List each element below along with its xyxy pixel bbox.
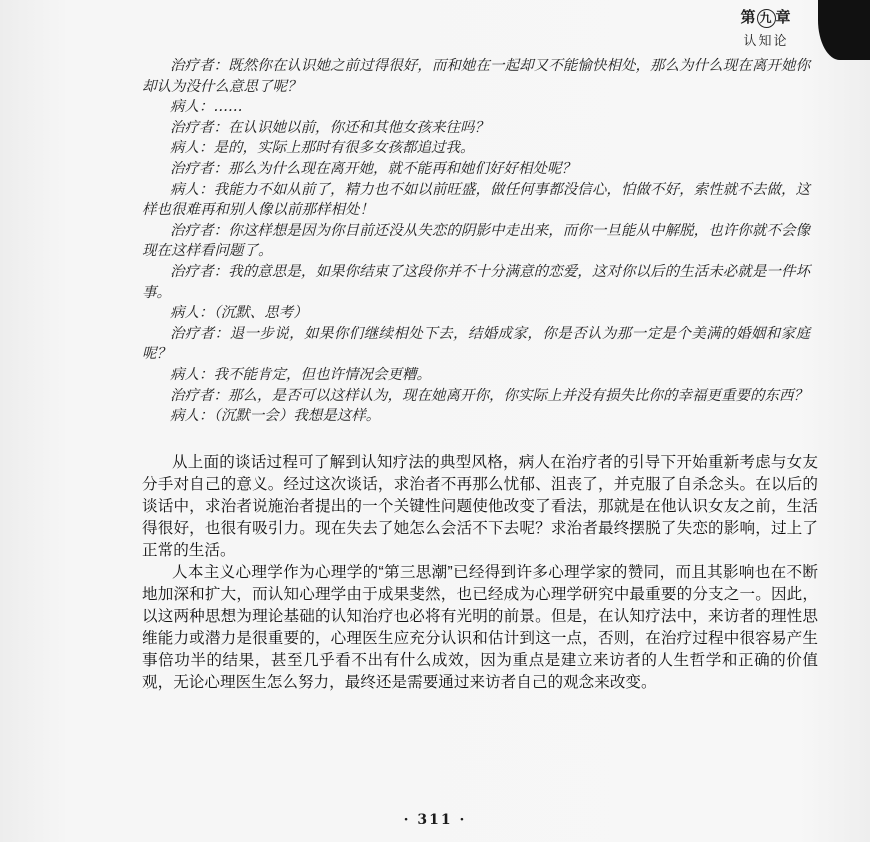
dialogue-line: 治疗者：我的意思是，如果你结束了这段你并不十分满意的恋爱，这对你以后的生活未必就是一件坏事。: [142, 263, 810, 301]
chapter-label: [726, 6, 806, 28]
dialogue-line: 病人：我不能肯定，但也许情况会更糟。: [170, 366, 431, 383]
dialogue-line: 病人：（沉默一会）我想是这样。: [170, 408, 381, 425]
dialogue-line: 治疗者：既然你在认识她之前过得很好，而和她在一起却又不能愉快相处，那么为什么现在离开她你却认为没什么意思了呢？: [142, 58, 810, 95]
paragraph: 人本主义心理学作为心理学的“第三思潮”已经得到许多心理学家的赞同，而且其影响也在不断地加深和扩大，而认知心理学由于成果斐然，也已经成为心理学研究中最重要的分支之一。因此，以这两种思想为理论基础的认知治疗也必将有光明的前景。但是，在认知疗法中，来访者的理性思维能力或潜力是很重要的，心理医生应充分认识和估计到这一点，否则，在治疗过程中很容易产生事倍功半的结果，甚至几乎看不出有什么成效，因为重点是建立来访者的人生哲学和正确的价值观，无论心理医生怎么努力，最终还是需要通过来访者自己的观念来改变。: [142, 564, 818, 691]
paragraph: 从上面的谈话过程可了解到认知疗法的典型风格，病人在治疗者的引导下开始重新考虑与女友分手对自己的意义。经过这次谈话，求治者不再那么忧郁、沮丧了，并克服了自杀念头。在以后的谈话中，求治者说施治者提出的一个关键性问题使他改变了看法，那就是在他认识女友之前，生活得很好，也很有吸引力。现在失去了她怎么会活不下去呢？求治者最终摆脱了失恋的影响，过上了正常的生活。: [142, 454, 818, 559]
dialogue-line: 病人：我能力不如从前了，精力也不如以前旺盛，做任何事都没信心，怕做不好，索性就不去做，这样也很难再和别人像以前那样相处！: [142, 181, 810, 219]
dialogue-line: 治疗者：那么为什么现在离开她，就不能再和她们好好相处呢？: [170, 160, 576, 177]
dialogue-block: [142, 56, 810, 427]
dialogue-line: 治疗者：退一步说，如果你们继续相处下去，结婚成家，你是否认为那一定是个美满的婚姻和家庭呢？: [142, 325, 810, 363]
dialogue-line: 治疗者：你这样想是因为你目前还没从失恋的阴影中走出来，而你一旦能从中解脱，也许你就不会像现在这样看问题了。: [142, 222, 810, 260]
running-header: [726, 6, 806, 49]
page-number: · 311 ·: [403, 812, 467, 828]
dialogue-line: 病人：是的，实际上那时有很多女孩都追过我。: [170, 140, 475, 157]
dialogue-line: 病人：（沉默、思考）: [170, 305, 308, 322]
chapter-number-circle: 九: [757, 9, 776, 28]
ink-blot: [818, 0, 870, 60]
body-text: [142, 452, 818, 694]
chapter-char-3: 章: [775, 8, 792, 26]
chapter-subtitle: 认知论: [743, 34, 789, 49]
dialogue-line: 病人：……: [170, 99, 243, 116]
dialogue-line: 治疗者：那么，是否可以这样认为，现在她离开你，你实际上并没有损失比你的幸福更重要的东西？: [170, 387, 808, 404]
dialogue-line: 治疗者：在认识她以前，你还和其他女孩来往吗？: [170, 119, 489, 136]
chapter-char-1: 第: [740, 8, 757, 26]
